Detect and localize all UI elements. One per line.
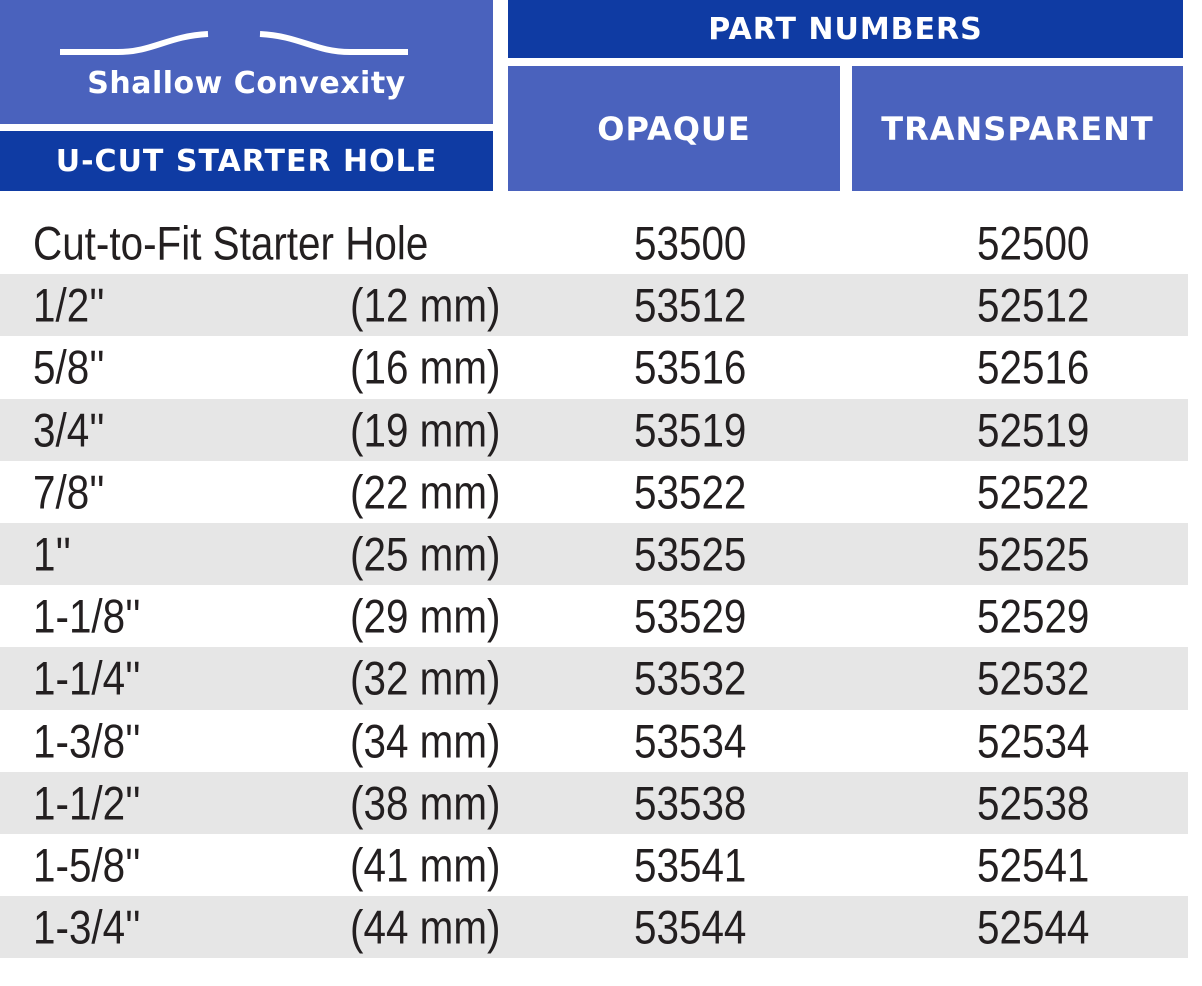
opaque-part-cell: 53529 <box>634 589 747 643</box>
transparent-part-cell: 52532 <box>977 651 1090 705</box>
opaque-part-cell: 53532 <box>634 651 747 705</box>
size-cell: 5/8'' <box>33 340 105 394</box>
table-row <box>0 585 1188 647</box>
transparent-part-cell: 52522 <box>977 465 1090 519</box>
size-cell: 1-3/4'' <box>33 900 141 954</box>
part-number-table <box>0 212 1188 958</box>
opaque-part-cell: 53512 <box>634 278 747 332</box>
table-row <box>0 647 1188 709</box>
metric-cell: (16 mm) <box>350 340 501 394</box>
table-row <box>0 710 1188 772</box>
convexity-label: Shallow Convexity <box>87 66 406 101</box>
part-numbers-header: PART NUMBERS <box>508 0 1183 58</box>
transparent-part-cell: 52525 <box>977 527 1090 581</box>
size-cell: 1-5/8'' <box>33 838 141 892</box>
size-cell: Cut-to-Fit Starter Hole <box>33 216 429 270</box>
opaque-part-cell: 53538 <box>634 776 747 830</box>
transparent-part-cell: 52529 <box>977 589 1090 643</box>
opaque-part-cell: 53534 <box>634 714 747 768</box>
metric-cell: (29 mm) <box>350 589 501 643</box>
shallow-convexity-curve-icon <box>58 22 410 58</box>
table-row <box>0 274 1188 336</box>
opaque-part-cell: 53519 <box>634 403 747 457</box>
metric-cell: (44 mm) <box>350 900 501 954</box>
metric-cell: (34 mm) <box>350 714 501 768</box>
opaque-part-cell: 53516 <box>634 340 747 394</box>
transparent-part-cell: 52512 <box>977 278 1090 332</box>
size-cell: 1-1/8'' <box>33 589 141 643</box>
transparent-part-cell: 52516 <box>977 340 1090 394</box>
metric-cell: (12 mm) <box>350 278 501 332</box>
transparent-column-header: TRANSPARENT <box>852 66 1183 191</box>
metric-cell: (38 mm) <box>350 776 501 830</box>
table-row <box>0 772 1188 834</box>
size-cell: 3/4'' <box>33 403 105 457</box>
metric-cell: (32 mm) <box>350 651 501 705</box>
table-row <box>0 399 1188 461</box>
transparent-part-cell: 52538 <box>977 776 1090 830</box>
metric-cell: (19 mm) <box>350 403 501 457</box>
opaque-part-cell: 53500 <box>634 216 747 270</box>
opaque-part-cell: 53522 <box>634 465 747 519</box>
opaque-part-cell: 53541 <box>634 838 747 892</box>
opaque-part-cell: 53525 <box>634 527 747 581</box>
transparent-part-cell: 52500 <box>977 216 1090 270</box>
opaque-column-header: OPAQUE <box>508 66 840 191</box>
table-row <box>0 461 1188 523</box>
metric-cell: (22 mm) <box>350 465 501 519</box>
table-row <box>0 212 1188 274</box>
transparent-part-cell: 52534 <box>977 714 1090 768</box>
metric-cell: (41 mm) <box>350 838 501 892</box>
table-row <box>0 834 1188 896</box>
size-cell: 1-1/4'' <box>33 651 141 705</box>
convexity-header <box>0 0 493 124</box>
size-cell: 7/8'' <box>33 465 105 519</box>
size-cell: 1-1/2'' <box>33 776 141 830</box>
transparent-part-cell: 52541 <box>977 838 1090 892</box>
table-row <box>0 336 1188 398</box>
metric-cell: (25 mm) <box>350 527 501 581</box>
starter-hole-header: U-CUT STARTER HOLE <box>0 131 493 191</box>
transparent-part-cell: 52544 <box>977 900 1090 954</box>
size-cell: 1/2'' <box>33 278 105 332</box>
transparent-part-cell: 52519 <box>977 403 1090 457</box>
size-cell: 1-3/8'' <box>33 714 141 768</box>
opaque-part-cell: 53544 <box>634 900 747 954</box>
table-row <box>0 523 1188 585</box>
size-cell: 1'' <box>33 527 71 581</box>
table-row <box>0 896 1188 958</box>
